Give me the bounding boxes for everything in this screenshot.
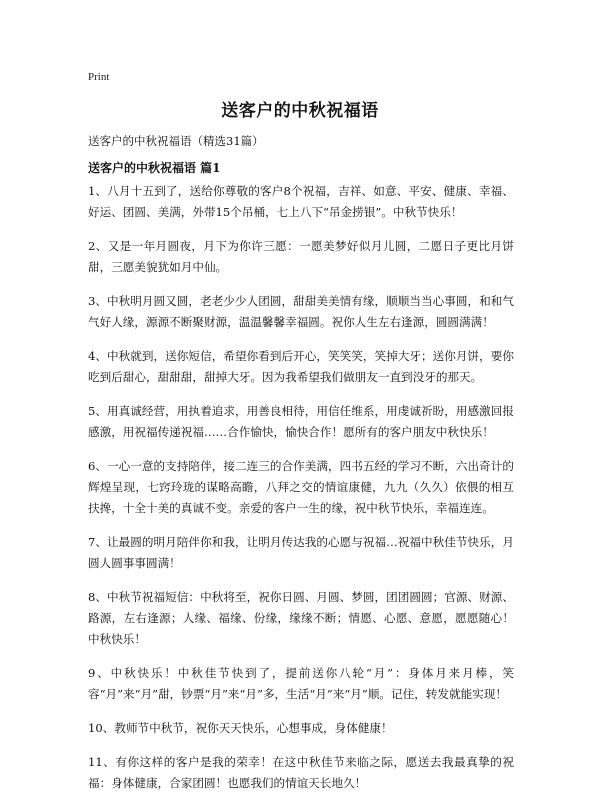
paragraph: 3、中秋明月圆又圆，老老少少人团圆，甜甜美美情有缘，顺顺当当心事圆，和和气气好人缘，源源不断聚财源，温温馨馨幸福圆。祝你人生左右逢源，圆圆满满！ <box>88 294 514 329</box>
document-title: 送客户的中秋祝福语 <box>221 101 379 121</box>
paragraph: 8、中秋节祝福短信：中秋将至，祝你日圆、月圆、梦圆，团团圆圆；官源、财源、路源，左右逢源；人缘、福缘、份缘，缘缘不断；情愿、心愿、意愿，愿愿随心！中秋快乐！ <box>88 590 514 646</box>
section-heading: 送客户的中秋祝福语 篇1 <box>88 161 221 175</box>
paragraph: 9、中秋快乐！中秋佳节快到了，提前送你八轮“月”：身体月来月棒，笑容“月”来“月”甜，钞票“月”来“月”多，生活“月”来“月”顺。记住，转发就能实现！ <box>88 666 514 701</box>
paragraph: 1、八月十五到了，送给你尊敬的客户8个祝福，吉祥、如意、平安、健康、幸福、好运、团圆、美满，外带15个吊桶，七上八下“吊金捞银”。中秋节快乐！ <box>88 184 514 219</box>
document-subtitle: 送客户的中秋祝福语（精选31篇） <box>88 134 264 148</box>
paragraph: 4、中秋就到，送你短信，希望你看到后开心，笑笑笑，笑掉大牙；送你月饼，要你吃到后甜心，甜甜甜，甜掉大牙。因为我希望我们做朋友一直到没牙的那天。 <box>88 349 514 384</box>
print-label: Print <box>88 71 110 83</box>
paragraph: 6、一心一意的支持陪伴，接二连三的合作美满，四书五经的学习不断，六出奇计的辉煌呈现，七窍玲珑的谋略高瞻，八拜之交的情谊康健，九九（久久）依偎的相互扶搀，十全十美的真诚不变。亲爱的客户一生的缘，祝中秋节快乐，幸福连连。 <box>88 459 514 515</box>
paragraph: 5、用真诚经营，用执着追求，用善良相待，用信任维系，用虔诚祈盼，用感激回报感激，用祝福传递祝福……合作愉快，愉快合作！愿所有的客户朋友中秋快乐！ <box>88 404 514 439</box>
paragraph: 2、又是一年月圆夜，月下为你许三愿：一愿美梦好似月儿圆，二愿日子更比月饼甜，三愿美貌犹如月中仙。 <box>88 239 514 274</box>
paragraph: 7、让最圆的明月陪伴你和我，让明月传达我的心愿与祝福…祝福中秋佳节快乐，月圆人圆事事圆满！ <box>88 535 514 570</box>
paragraph: 11、有你这样的客户是我的荣幸！在这中秋佳节来临之际，愿送去我最真挚的祝福：身体健康，合家团圆！也愿我们的情谊天长地久！ <box>88 755 514 790</box>
document-body <box>88 181 514 807</box>
paragraph: 10、教师节中秋节，祝你天天快乐，心想事成，身体健康！ <box>88 721 393 735</box>
